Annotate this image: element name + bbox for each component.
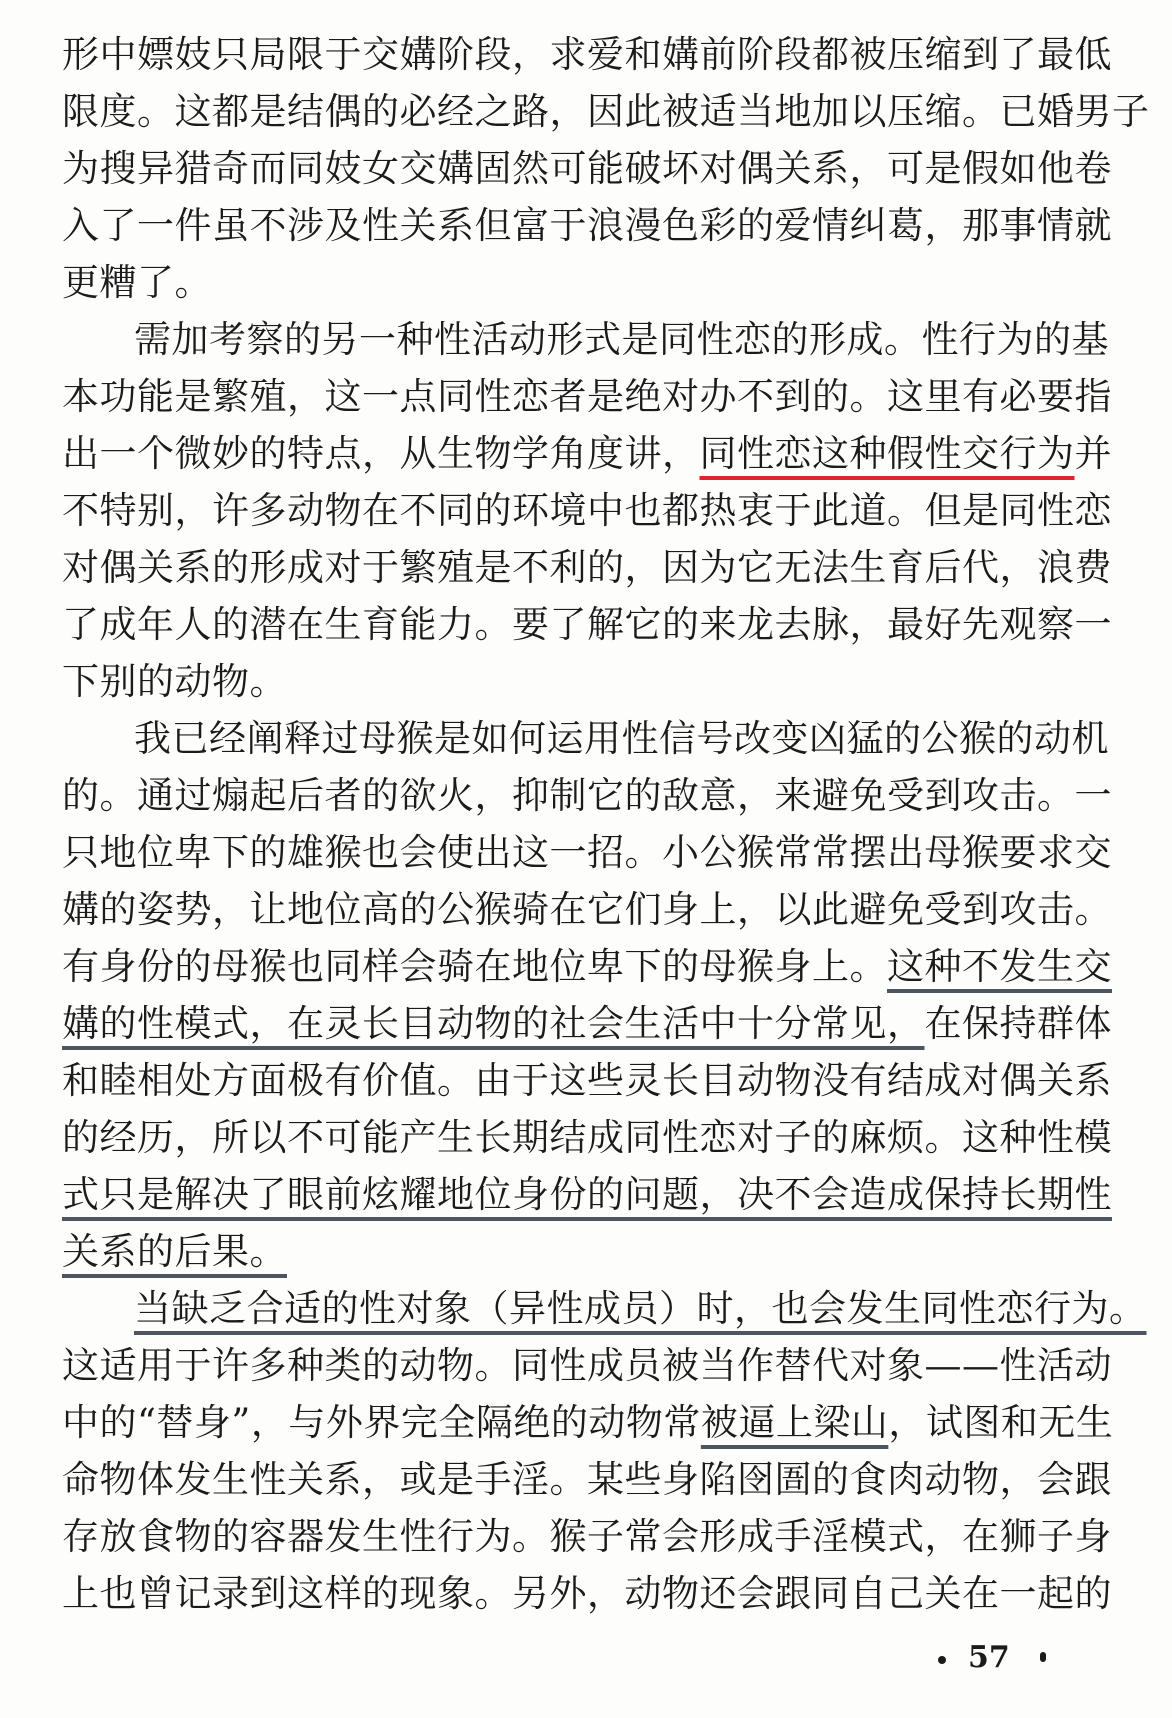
text-line bbox=[62, 938, 1122, 995]
text-line: 需加考察的另一种性活动形式是同性恋的形成。性行为的基 bbox=[134, 318, 1109, 361]
red-underlined-text: 同性恋这种假性交行为 bbox=[699, 432, 1075, 475]
text-line bbox=[62, 1394, 1122, 1451]
text-line bbox=[62, 1166, 1122, 1223]
text-line: 对偶关系的形成对于繁殖是不利的，因为它无法生育后代，浪费 bbox=[62, 546, 1112, 589]
text-line: 形中嫖妓只局限于交媾阶段，求爱和媾前阶段都被压缩到了最低 bbox=[62, 33, 1112, 76]
body-text bbox=[62, 26, 1150, 1622]
text-segment: ，试图和无生 bbox=[888, 1401, 1114, 1444]
page-mark-right bbox=[1040, 1652, 1046, 1662]
text-segment: 并 bbox=[1074, 432, 1112, 475]
text-line: 不特别，许多动物在不同的环境中也都热衷于此道。但是同性恋 bbox=[62, 489, 1112, 532]
page-mark-left bbox=[938, 1656, 946, 1664]
gray-underlined-text: 这种不发生交 bbox=[887, 945, 1112, 988]
gray-underlined-text: 式只是解决了眼前炫耀地位身份的问题，决不会造成保持长期性 bbox=[62, 1173, 1112, 1216]
text-line: 上也曾记录到这样的现象。另外，动物还会跟同自己关在一起的 bbox=[62, 1572, 1112, 1615]
text-segment: 在保持群体 bbox=[924, 1002, 1112, 1045]
text-line: 的。通过煽起后者的欲火，抑制它的敌意，来避免受到攻击。一 bbox=[62, 774, 1112, 817]
text-segment: 中的“替身”，与外界完全隔绝的动物常 bbox=[62, 1401, 701, 1444]
gray-underlined-text: 关系的后果。 bbox=[62, 1230, 287, 1273]
text-line: 更糟了。 bbox=[62, 261, 212, 304]
gray-underlined-text: 当缺乏合适的性对象（异性成员）时，也会发生同性恋行为。 bbox=[134, 1287, 1147, 1330]
text-line: 入了一件虽不涉及性关系但富于浪漫色彩的爱情纠葛，那事情就 bbox=[62, 204, 1112, 247]
text-segment: 有身份的母猴也同样会骑在地位卑下的母猴身上。 bbox=[62, 945, 887, 988]
gray-underlined-text: 媾的性模式，在灵长目动物的社会生活中十分常见， bbox=[62, 1002, 925, 1045]
text-line bbox=[62, 425, 1122, 482]
text-line: 的经历，所以不可能产生长期结成同性恋对子的麻烦。这种性模 bbox=[62, 1116, 1112, 1159]
page-number: 57 bbox=[968, 1640, 1010, 1675]
text-line bbox=[62, 1223, 1122, 1280]
text-line: 为搜异猎奇而同妓女交媾固然可能破坏对偶关系，可是假如他卷 bbox=[62, 147, 1112, 190]
text-line: 只地位卑下的雄猴也会使出这一招。小公猴常常摆出母猴要求交 bbox=[62, 831, 1112, 874]
text-segment: 出一个微妙的特点，从生物学角度讲， bbox=[62, 432, 700, 475]
text-line: 存放食物的容器发生性行为。猴子常会形成手淫模式，在狮子身 bbox=[62, 1515, 1112, 1558]
text-line: 本功能是繁殖，这一点同性恋者是绝对办不到的。这里有必要指 bbox=[62, 375, 1112, 418]
text-line: 命物体发生性关系，或是手淫。某些身陷囹圄的食肉动物，会跟 bbox=[62, 1458, 1112, 1501]
text-line: 这适用于许多种类的动物。同性成员被当作替代对象——性活动 bbox=[62, 1344, 1112, 1387]
text-line: 下别的动物。 bbox=[62, 660, 287, 703]
gray-underlined-text: 被逼上梁山 bbox=[700, 1401, 889, 1444]
text-line: 了成年人的潜在生育能力。要了解它的来龙去脉，最好先观察一 bbox=[62, 603, 1112, 646]
text-line bbox=[62, 1280, 1147, 1337]
text-line: 我已经阐释过母猴是如何运用性信号改变凶猛的公猴的动机 bbox=[134, 717, 1109, 760]
text-line: 限度。这都是结偶的必经之路，因此被适当地加以压缩。已婚男子 bbox=[62, 90, 1150, 133]
text-line: 媾的姿势，让地位高的公猴骑在它们身上，以此避免受到攻击。 bbox=[62, 888, 1112, 931]
text-line: 和睦相处方面极有价值。由于这些灵长目动物没有结成对偶关系 bbox=[62, 1059, 1112, 1102]
text-line bbox=[62, 995, 1122, 1052]
